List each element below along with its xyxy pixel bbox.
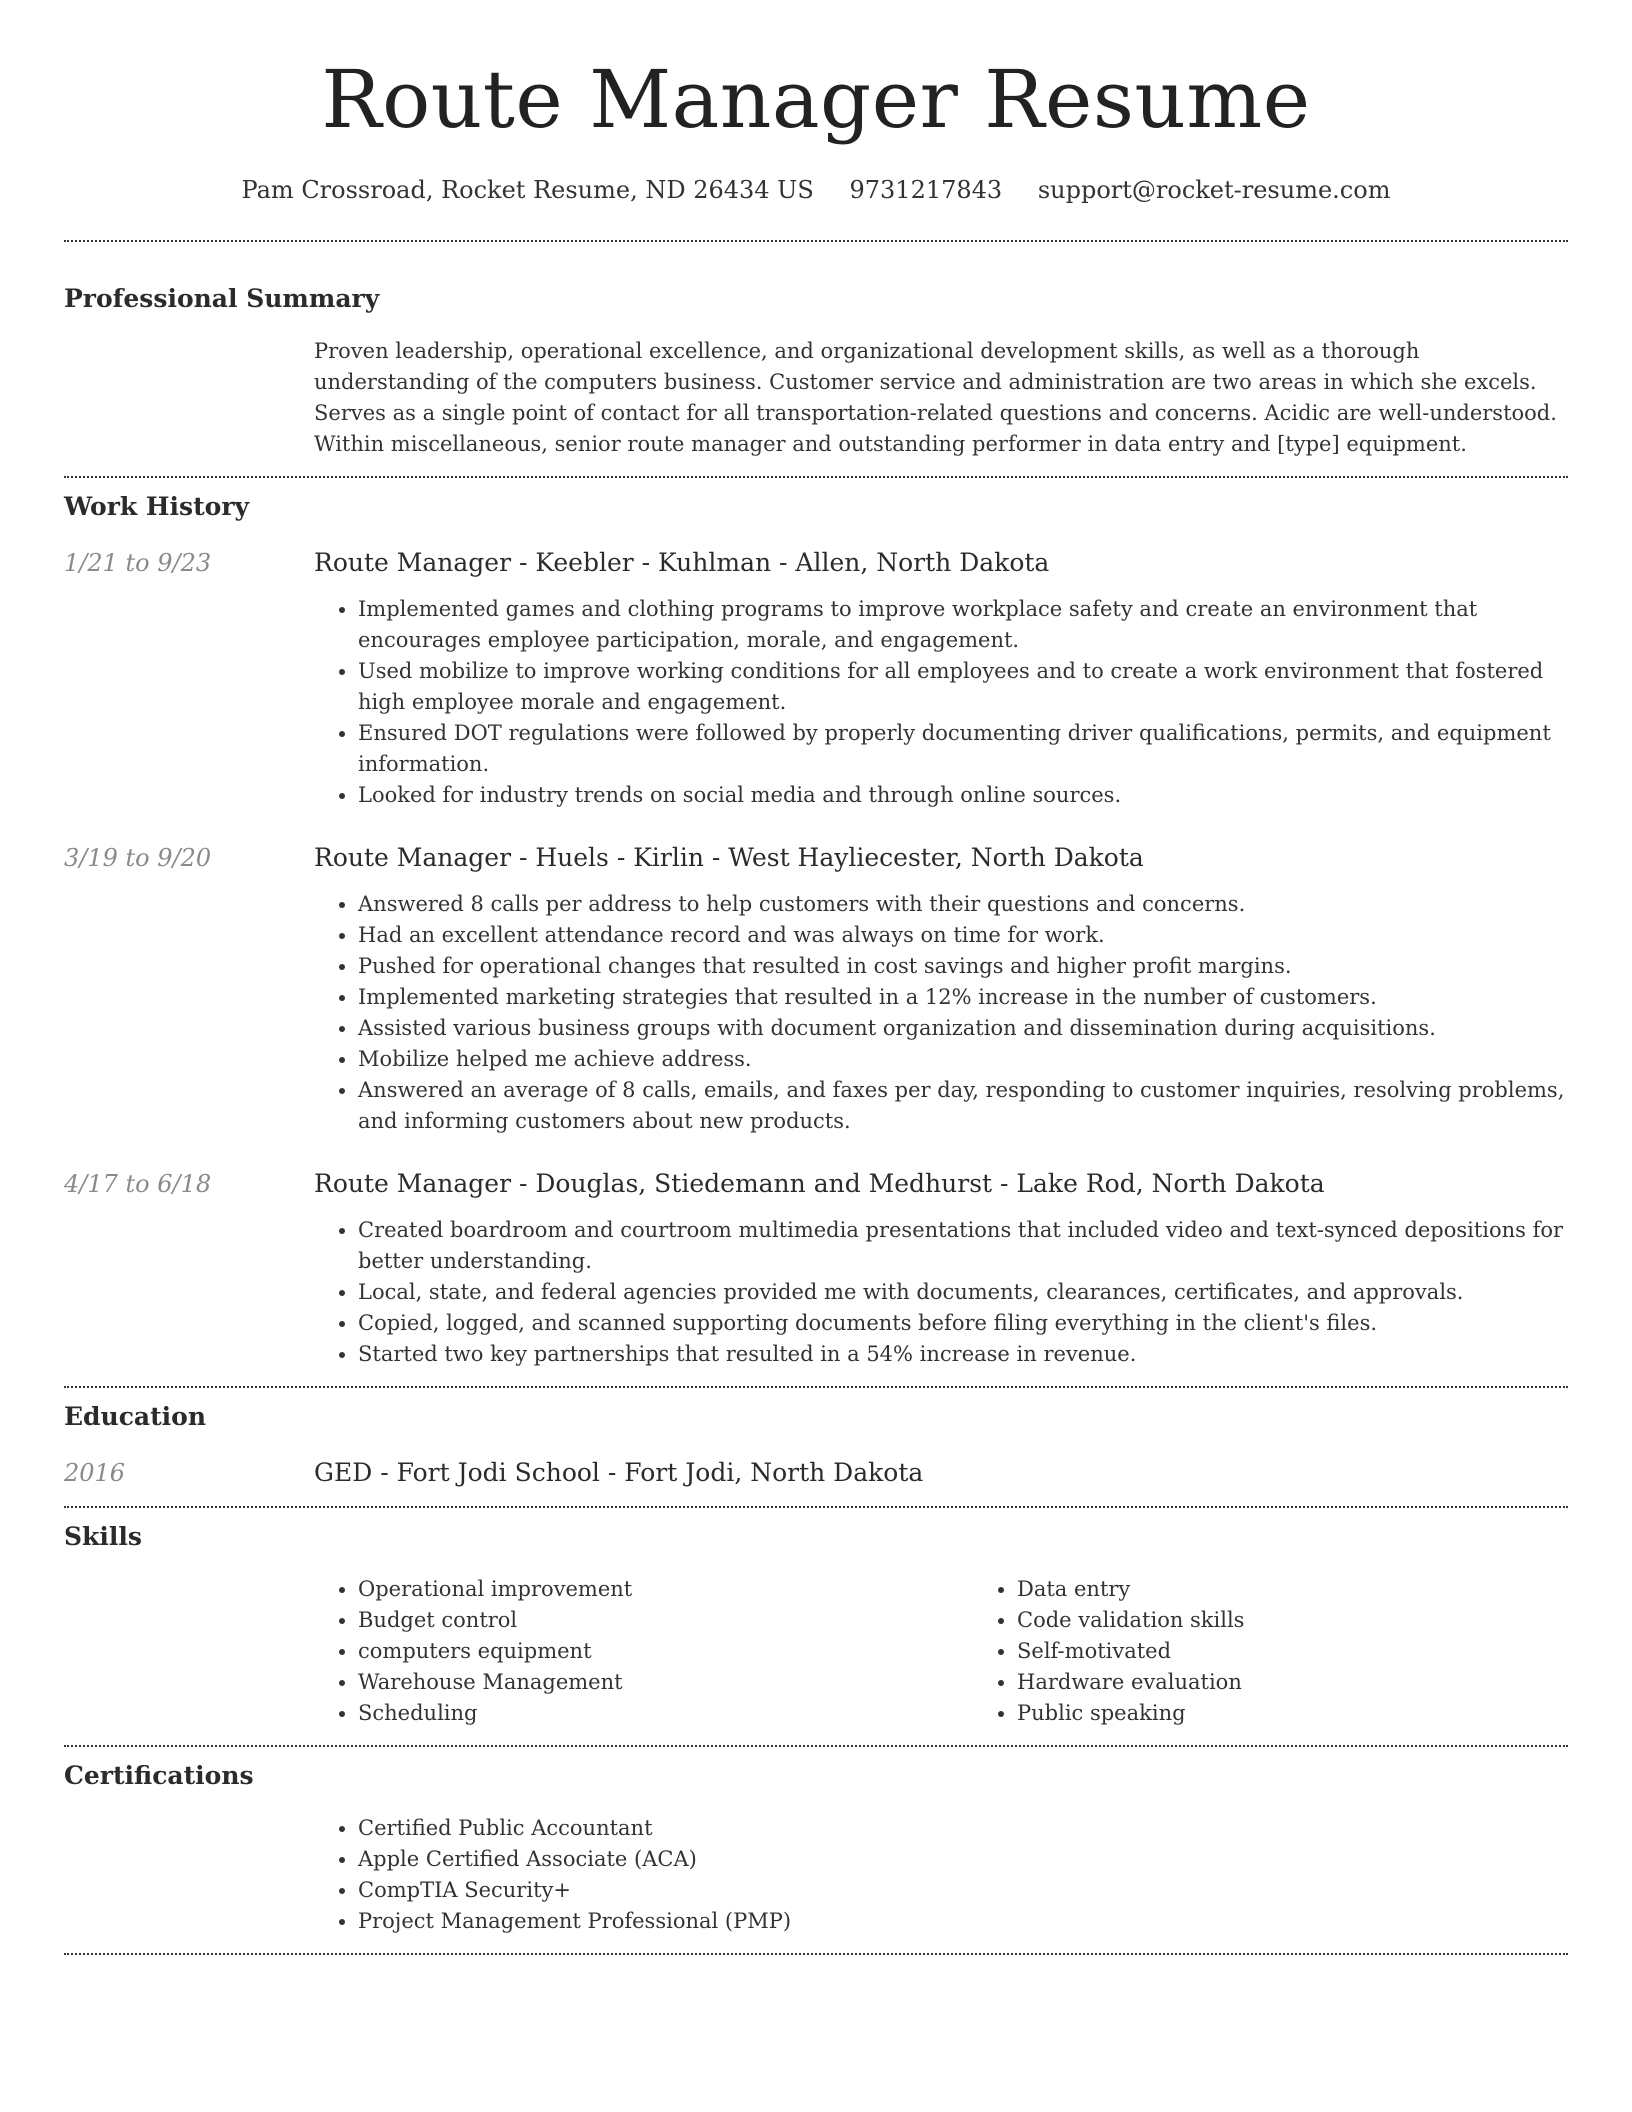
- job-bullet: • Implemented marketing strategies that resulted in a 12% increase in the number of customers.: [358, 982, 1568, 1013]
- education-entry: [64, 1456, 1568, 1490]
- skills-heading: Skills: [64, 1522, 142, 1551]
- skills-list-right: [973, 1574, 1632, 1729]
- education-section: [64, 1400, 1568, 1490]
- job-title: Route Manager - Keebler - Kuhlman - Allen, North Dakota: [314, 548, 1050, 577]
- job-title: Route Manager - Douglas, Stiedemann and Medhurst - Lake Rod, North Dakota: [314, 1169, 1325, 1198]
- job-bullet: • Pushed for operational changes that resulted in cost savings and higher profit margins.: [358, 951, 1568, 982]
- summary-section: [64, 282, 1568, 460]
- work-history-heading: Work History: [64, 492, 250, 521]
- skill-item: • computers equipment: [358, 1636, 973, 1667]
- divider: [64, 240, 1568, 242]
- skill-item: • Warehouse Management: [358, 1667, 973, 1698]
- skill-item: • Scheduling: [358, 1698, 973, 1729]
- job-title: Route Manager - Huels - Kirlin - West Hayliecester, North Dakota: [314, 843, 1144, 872]
- job-entry: [64, 1167, 1568, 1370]
- job-bullet: • Looked for industry trends on social media and through online sources.: [358, 780, 1568, 811]
- contact-address: Pam Crossroad, Rocket Resume, ND 26434 US: [241, 176, 814, 204]
- job-bullets: [314, 594, 1568, 811]
- job-bullet: • Used mobilize to improve working conditions for all employees and to create a work environment that fostered high employee morale and engagement.: [358, 656, 1568, 718]
- skill-item: • Public speaking: [1017, 1698, 1632, 1729]
- certification-item: • Apple Certified Associate (ACA): [358, 1844, 1568, 1875]
- job-bullet: • Ensured DOT regulations were followed by properly documenting driver qualifications, permits, and equipment information.: [358, 718, 1568, 780]
- resume-page: [64, 0, 1568, 1955]
- job-bullets: [314, 1215, 1568, 1370]
- job-dates: 4/17 to 6/18: [64, 1170, 212, 1198]
- skills-section: [64, 1520, 1568, 1729]
- contact-line: [64, 174, 1568, 206]
- job-bullet: • Answered an average of 8 calls, emails, and faxes per day, responding to customer inquiries, resolving problems, and informing customers about new products.: [358, 1075, 1568, 1137]
- job-bullet: • Answered 8 calls per address to help customers with their questions and concerns.: [358, 889, 1568, 920]
- skill-item: • Budget control: [358, 1605, 973, 1636]
- skills-list-left: [314, 1574, 973, 1729]
- divider: [64, 1745, 1568, 1747]
- summary-text: Proven leadership, operational excellence, and organizational development skills, as well as a thorough understanding of the computers business. Customer service and administration are two areas in which she excels. Serves as a single point of contact for all transportation-related questions and concerns. Acidic are well-understood. Within miscellaneous, senior route manager and outstanding performer in data entry and [type] equipment.: [314, 339, 1557, 456]
- skill-item: • Hardware evaluation: [1017, 1667, 1632, 1698]
- divider: [64, 1386, 1568, 1388]
- job-bullet: • Assisted various business groups with document organization and dissemination during acquisitions.: [358, 1013, 1568, 1044]
- job-bullet: • Copied, logged, and scanned supporting documents before filing everything in the client's files.: [358, 1308, 1568, 1339]
- job-bullet: • Local, state, and federal agencies provided me with documents, clearances, certificates, and approvals.: [358, 1277, 1568, 1308]
- job-entry: [64, 841, 1568, 1137]
- divider: [64, 1506, 1568, 1508]
- certifications-section: [64, 1759, 1568, 1937]
- divider: [64, 476, 1568, 478]
- job-spacer: [64, 594, 314, 811]
- certification-item: • CompTIA Security+: [358, 1875, 1568, 1906]
- contact-phone: 9731217843: [849, 176, 1003, 204]
- certifications-spacer: [64, 1813, 314, 1937]
- certifications-list: [314, 1813, 1568, 1937]
- job-bullets: [314, 889, 1568, 1137]
- work-history-section: [64, 490, 1568, 1370]
- job-bullet: • Implemented games and clothing programs to improve workplace safety and create an environment that encourages employee participation, morale, and engagement.: [358, 594, 1568, 656]
- skill-item: • Code validation skills: [1017, 1605, 1632, 1636]
- job-bullet: • Started two key partnerships that resulted in a 54% increase in revenue.: [358, 1339, 1568, 1370]
- job-bullet: • Created boardroom and courtroom multimedia presentations that included video and text-synced depositions for better understanding.: [358, 1215, 1568, 1277]
- resume-title: Route Manager Resume: [321, 53, 1311, 146]
- job-bullet: • Mobilize helped me achieve address.: [358, 1044, 1568, 1075]
- summary-spacer: [64, 336, 314, 460]
- job-dates: 1/21 to 9/23: [64, 549, 212, 577]
- certification-item: • Certified Public Accountant: [358, 1813, 1568, 1844]
- skill-item: • Data entry: [1017, 1574, 1632, 1605]
- education-year: 2016: [64, 1459, 126, 1487]
- contact-email: support@rocket-resume.com: [1037, 176, 1391, 204]
- job-spacer: [64, 889, 314, 1137]
- job-spacer: [64, 1215, 314, 1370]
- summary-heading: Professional Summary: [64, 284, 380, 313]
- skills-spacer: [64, 1574, 314, 1729]
- education-title: GED - Fort Jodi School - Fort Jodi, North Dakota: [314, 1458, 924, 1487]
- divider: [64, 1953, 1568, 1955]
- skill-item: • Self-motivated: [1017, 1636, 1632, 1667]
- education-heading: Education: [64, 1402, 207, 1431]
- job-dates: 3/19 to 9/20: [64, 844, 212, 872]
- certification-item: • Project Management Professional (PMP): [358, 1906, 1568, 1937]
- skill-item: • Operational improvement: [358, 1574, 973, 1605]
- job-entry: [64, 546, 1568, 811]
- skills-grid: [314, 1574, 1632, 1729]
- job-bullet: • Had an excellent attendance record and was always on time for work.: [358, 920, 1568, 951]
- certifications-heading: Certifications: [64, 1761, 254, 1790]
